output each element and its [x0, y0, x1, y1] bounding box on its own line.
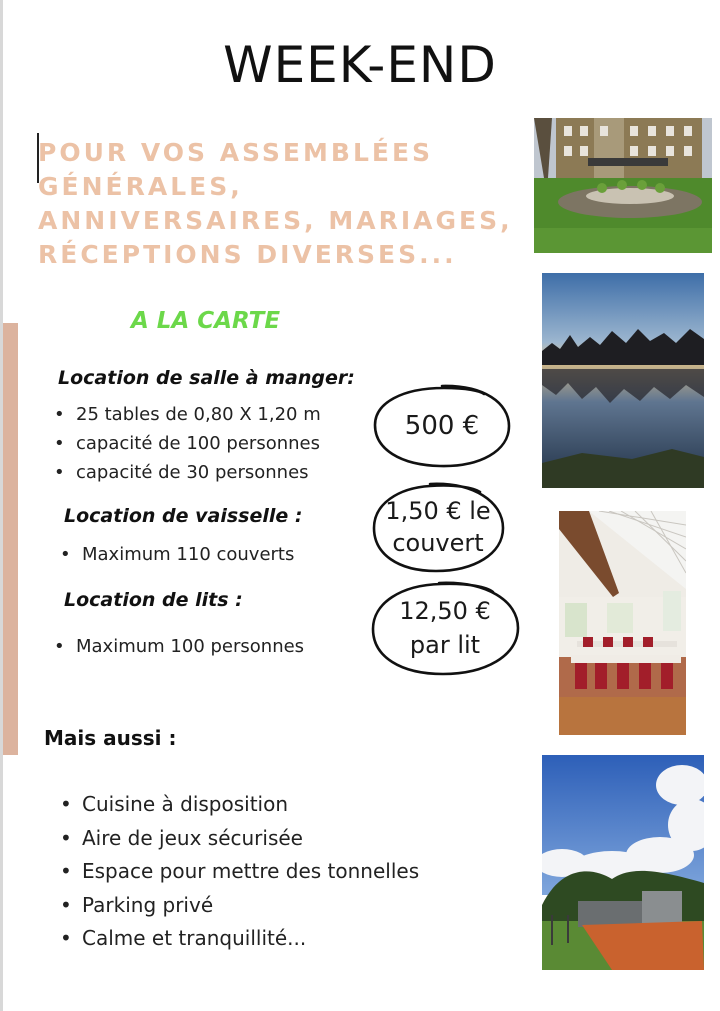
- list-item: • Calme et tranquillité...: [60, 922, 419, 956]
- list-item: • Maximum 110 couverts: [60, 541, 294, 569]
- headline: [38, 136, 538, 272]
- lits-list: [54, 633, 304, 661]
- salle-list: [54, 400, 321, 487]
- vaisselle-list: [60, 541, 294, 569]
- also-list: [60, 788, 419, 956]
- headline-line: ANNIVERSAIRES, MARIAGES,: [38, 206, 513, 235]
- page-title: WEEK-END: [223, 36, 497, 94]
- list-item: • Parking privé: [60, 889, 419, 923]
- list-item: • Espace pour mettre des tonnelles: [60, 855, 419, 889]
- list-item: • capacité de 30 personnes: [54, 458, 321, 487]
- list-item: • 25 tables de 0,80 X 1,20 m: [54, 400, 321, 429]
- vaisselle-price: 1,50 € le couvert: [385, 497, 491, 557]
- salle-price: 500 €: [404, 411, 480, 441]
- lake-photo: [542, 273, 704, 488]
- lits-price-circle: [369, 579, 521, 677]
- also-heading: Mais aussi :: [44, 726, 177, 750]
- list-item: • Cuisine à disposition: [60, 788, 419, 822]
- building-photo: [534, 118, 712, 253]
- list-item: • Aire de jeux sécurisée: [60, 822, 419, 856]
- vaisselle-heading: Location de vaisselle :: [64, 505, 303, 527]
- vaisselle-price-circle: [370, 480, 506, 574]
- headline-line: GÉNÉRALES,: [38, 172, 243, 201]
- carte-title: A LA CARTE: [131, 308, 281, 334]
- list-item: • capacité de 100 personnes: [54, 429, 321, 458]
- lits-heading: Location de lits :: [64, 589, 243, 611]
- headline-line: RÉCEPTIONS DIVERSES...: [38, 240, 457, 269]
- dining-room-photo: [559, 511, 686, 735]
- list-item: • Maximum 100 personnes: [54, 633, 304, 661]
- decorative-side-bar: [3, 323, 18, 755]
- playground-photo: [542, 755, 704, 970]
- salle-price-circle: [372, 383, 512, 469]
- salle-heading: Location de salle à manger:: [58, 367, 355, 389]
- lits-price: 12,50 € par lit: [399, 597, 491, 659]
- headline-line: POUR VOS ASSEMBLÉES: [38, 138, 434, 167]
